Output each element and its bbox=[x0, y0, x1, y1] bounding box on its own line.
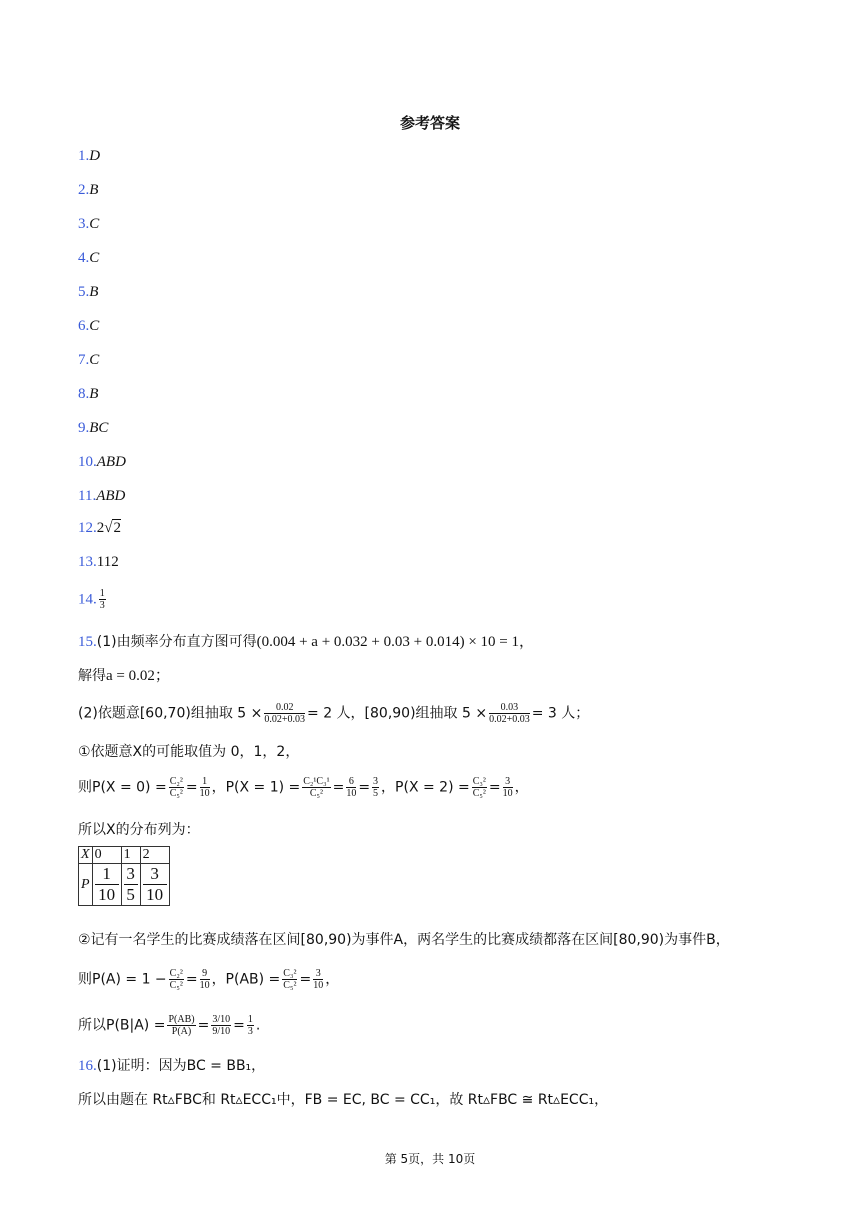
q15-text: ， bbox=[514, 779, 529, 796]
fraction-numerator: 3 bbox=[143, 864, 167, 885]
fraction-denominator: 10 bbox=[199, 788, 210, 799]
table-row-label: P bbox=[79, 864, 93, 906]
fraction-denominator: C₅² bbox=[169, 788, 183, 799]
q15-line-5 bbox=[78, 776, 529, 799]
q15-fraction bbox=[282, 968, 297, 991]
q16-line-1 bbox=[78, 1056, 265, 1076]
fraction-numerator: 9 bbox=[200, 968, 210, 980]
q15-line-6 bbox=[78, 820, 200, 840]
q15-text: = bbox=[358, 779, 371, 796]
q15-fraction bbox=[169, 968, 184, 991]
fraction-denominator: C₅² bbox=[169, 980, 183, 991]
fraction-numerator: C₃² bbox=[283, 968, 297, 979]
q15-fraction bbox=[346, 776, 356, 799]
answer-number: 5. bbox=[78, 284, 90, 300]
answer-number: 13. bbox=[78, 554, 97, 570]
table-row bbox=[79, 864, 170, 906]
table-header-cell: 2 bbox=[140, 847, 169, 864]
answer-number: 4. bbox=[78, 250, 90, 266]
fraction-denominator: C₅² bbox=[309, 788, 323, 799]
q15-text: 解得 bbox=[78, 668, 106, 684]
answer-8 bbox=[78, 384, 98, 404]
q15-text: ， bbox=[325, 971, 340, 988]
q16-line-2 bbox=[78, 1090, 608, 1110]
fraction-denominator: 10 bbox=[146, 885, 164, 904]
table-header-cell: 1 bbox=[121, 847, 140, 864]
answer-coefficient: 2 bbox=[96, 520, 105, 536]
q15-text: = bbox=[185, 971, 198, 988]
q15-line-9 bbox=[78, 1014, 260, 1037]
q15-text: = bbox=[488, 779, 501, 796]
answer-number: 12. bbox=[78, 520, 97, 536]
fraction-denominator: P(A) bbox=[171, 1026, 192, 1037]
answer-number: 6. bbox=[78, 318, 90, 334]
answer-fraction bbox=[99, 588, 106, 611]
fraction-numerator: 3 bbox=[503, 776, 513, 788]
answer-value: BC bbox=[89, 420, 109, 436]
q15-text: ，P(X = 2) = bbox=[381, 779, 470, 796]
fraction-denominator: 5 bbox=[373, 788, 379, 799]
q15-text: = bbox=[197, 1017, 210, 1034]
fraction-numerator: 1 bbox=[247, 1014, 253, 1025]
q15-line-7 bbox=[78, 930, 730, 950]
fraction-numerator: 1 bbox=[200, 776, 210, 788]
q15-text: . bbox=[255, 1017, 261, 1034]
answer-value: C bbox=[89, 250, 100, 266]
q15-text: 所以P(B|A) = bbox=[78, 1017, 166, 1034]
q15-fraction bbox=[264, 702, 305, 725]
answer-5 bbox=[78, 282, 98, 302]
answer-4 bbox=[78, 248, 99, 268]
fraction-numerator: 1 bbox=[99, 588, 105, 599]
fraction-denominator: 3 bbox=[247, 1026, 253, 1037]
q15-text: = bbox=[185, 779, 198, 796]
answer-value: ABD bbox=[96, 454, 126, 470]
table-cell bbox=[92, 864, 121, 906]
fraction-denominator: 5 bbox=[126, 885, 135, 904]
q15-text: 所以X的分布列为： bbox=[78, 822, 200, 838]
answer-10 bbox=[78, 452, 126, 472]
answer-12 bbox=[78, 518, 121, 538]
answer-value: C bbox=[89, 352, 100, 368]
answer-value: ABD bbox=[96, 488, 126, 504]
q15-fraction bbox=[302, 776, 330, 799]
fraction-numerator: 1 bbox=[95, 864, 119, 885]
table-row bbox=[79, 847, 170, 864]
q15-text: (2)依题意[60,70)组抽取 5 × bbox=[78, 705, 263, 722]
question-number: 15. bbox=[78, 634, 97, 650]
answer-value: B bbox=[89, 182, 99, 198]
fraction-numerator: 3 bbox=[124, 864, 138, 885]
fraction-denominator: 10 bbox=[502, 788, 513, 799]
table-cell bbox=[121, 864, 140, 906]
answer-value: D bbox=[89, 148, 101, 164]
answer-radicand: 2 bbox=[113, 520, 121, 536]
fraction-denominator: 10 bbox=[98, 885, 116, 904]
distribution-table bbox=[78, 846, 170, 906]
fraction-denominator: 9/10 bbox=[212, 1026, 231, 1037]
q15-line-1 bbox=[78, 632, 534, 652]
q15-line-3 bbox=[78, 702, 589, 725]
fraction-numerator: 6 bbox=[346, 776, 356, 788]
q15-text: ①依题意X的可能取值为 0，1，2， bbox=[78, 744, 300, 760]
q15-text: = bbox=[299, 971, 312, 988]
q15-text: = 3 人； bbox=[531, 705, 590, 722]
fraction-numerator: 0.02 bbox=[264, 702, 305, 714]
q15-fraction bbox=[211, 1014, 231, 1037]
q15-fraction bbox=[247, 1014, 254, 1037]
q15-fraction bbox=[313, 968, 323, 991]
answer-number: 11. bbox=[78, 488, 97, 504]
table-header-cell: X bbox=[79, 847, 93, 864]
fraction-numerator: 0.03 bbox=[489, 702, 530, 714]
q16-text: 所以由题在 Rt▵FBC和 Rt▵ECC₁中，FB = EC, BC = CC₁，故 Rt▵FBC ≅ Rt▵ECC₁， bbox=[78, 1092, 609, 1108]
q15-fraction bbox=[472, 776, 487, 799]
fraction-numerator: C₂¹C₃¹ bbox=[303, 776, 330, 787]
answer-7 bbox=[78, 350, 99, 370]
fraction-numerator: 3/10 bbox=[212, 1014, 231, 1025]
q16-text: (1)证明：因为BC = BB₁， bbox=[96, 1058, 266, 1074]
q15-text: ，P(X = 1) = bbox=[211, 779, 301, 796]
fraction-numerator: 3 bbox=[373, 776, 379, 787]
fraction-numerator: C₂² bbox=[169, 968, 183, 979]
answer-number: 9. bbox=[78, 420, 90, 436]
answer-3 bbox=[78, 214, 99, 234]
question-number: 16. bbox=[78, 1058, 97, 1074]
q15-equation: (0.004 + a + 0.032 + 0.03 + 0.014) × 10 = 1， bbox=[256, 634, 534, 650]
page-footer: 第 5页，共 10页 bbox=[384, 1152, 476, 1166]
q15-text: = 2 人，[80,90)组抽取 5 × bbox=[307, 705, 488, 722]
answer-number: 14. bbox=[78, 591, 97, 608]
answer-1 bbox=[78, 146, 100, 166]
q15-text: = bbox=[332, 779, 345, 796]
table-header-cell: 0 bbox=[92, 847, 121, 864]
q15-text: ②记有一名学生的比赛成绩落在区间[80,90)为事件A，两名学生的比赛成绩都落在区间[80,90)为事件B， bbox=[78, 932, 730, 948]
q15-text: 则P(X = 0) = bbox=[78, 779, 167, 796]
fraction-denominator: C₅² bbox=[472, 788, 486, 799]
q15-line-4 bbox=[78, 742, 299, 762]
answer-number: 1. bbox=[78, 148, 90, 164]
page-title: 参考答案 bbox=[399, 114, 460, 132]
q15-fraction bbox=[200, 776, 210, 799]
q15-fraction bbox=[372, 776, 379, 799]
fraction-numerator: 3 bbox=[313, 968, 323, 980]
sqrt-sign: √ bbox=[104, 520, 113, 536]
answer-value: C bbox=[89, 318, 100, 334]
q15-line-8 bbox=[78, 968, 339, 991]
answer-13 bbox=[78, 552, 119, 572]
fraction-denominator: 0.02+0.03 bbox=[489, 714, 530, 725]
answer-14 bbox=[78, 588, 108, 611]
q15-text: (1)由频率分布直方图可得 bbox=[96, 634, 257, 650]
answer-9 bbox=[78, 418, 108, 438]
q15-fraction bbox=[167, 1014, 195, 1037]
fraction-numerator: P(AB) bbox=[168, 1014, 195, 1025]
fraction-numerator: C₂² bbox=[169, 776, 183, 787]
table-cell bbox=[140, 864, 169, 906]
answer-number: 8. bbox=[78, 386, 90, 402]
answer-value: 112 bbox=[96, 554, 119, 570]
answer-number: 2. bbox=[78, 182, 90, 198]
answer-value: C bbox=[89, 216, 100, 232]
q15-fraction bbox=[169, 776, 184, 799]
answer-2 bbox=[78, 180, 98, 200]
answer-number: 3. bbox=[78, 216, 90, 232]
answer-6 bbox=[78, 316, 99, 336]
fraction-denominator: 10 bbox=[199, 980, 210, 991]
answer-number: 7. bbox=[78, 352, 90, 368]
fraction-denominator: 10 bbox=[313, 980, 324, 991]
q15-fraction bbox=[503, 776, 513, 799]
answer-value: B bbox=[89, 284, 99, 300]
q15-line-2 bbox=[78, 666, 170, 686]
q15-text: ，P(AB) = bbox=[211, 971, 281, 988]
fraction-denominator: 3 bbox=[99, 600, 105, 611]
q15-equation: a = 0.02； bbox=[106, 668, 170, 684]
q15-text: 则P(A) = 1 − bbox=[78, 971, 167, 988]
fraction-numerator: C₃² bbox=[472, 776, 486, 787]
fraction-denominator: 0.02+0.03 bbox=[264, 714, 306, 725]
q15-fraction bbox=[489, 702, 530, 725]
q15-fraction bbox=[200, 968, 210, 991]
answer-11 bbox=[78, 486, 125, 506]
fraction-denominator: 10 bbox=[346, 788, 357, 799]
q15-text: = bbox=[233, 1017, 245, 1034]
answer-value: B bbox=[89, 386, 99, 402]
answer-number: 10. bbox=[78, 454, 97, 470]
fraction-denominator: C₅² bbox=[283, 980, 297, 991]
